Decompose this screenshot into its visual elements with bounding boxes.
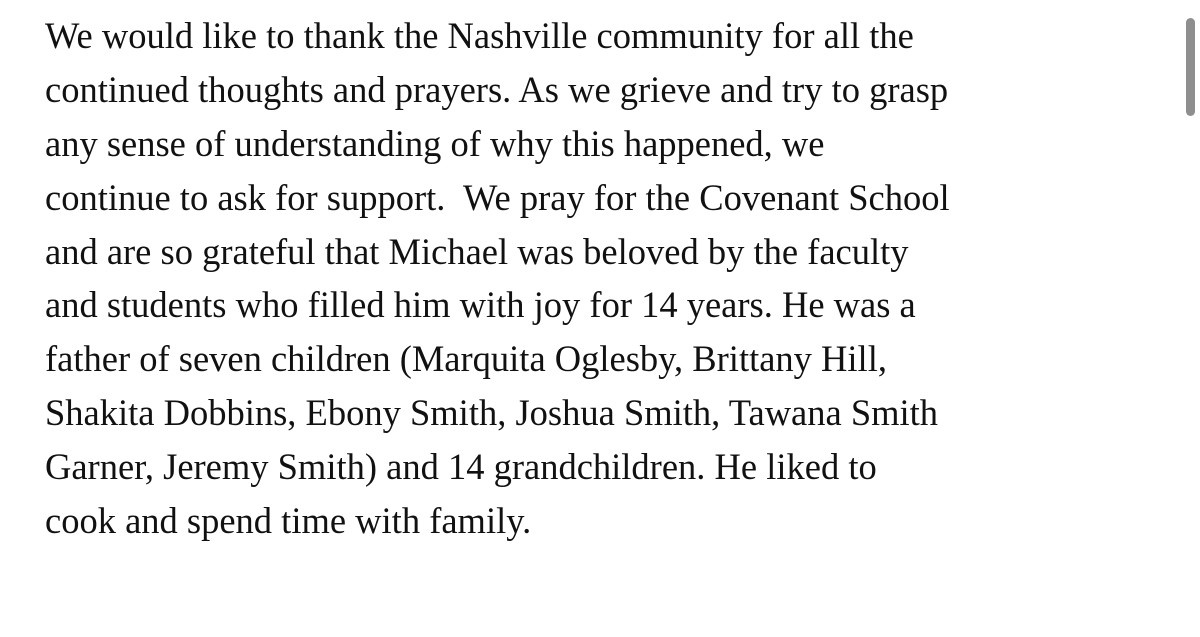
text-line: cook and spend time with family.	[45, 500, 532, 542]
vertical-scrollbar[interactable]	[1180, 0, 1200, 637]
statement-text	[45, 9, 950, 548]
text-line: Garner, Jeremy Smith) and 14 grandchildren. He liked to	[45, 446, 877, 488]
scrollbar-thumb[interactable]	[1186, 18, 1195, 116]
text-line: and students who filled him with joy for 14 years. He was a	[45, 284, 916, 326]
text-line: any sense of understanding of why this happened, we	[45, 122, 825, 164]
text-line: Shakita Dobbins, Ebony Smith, Joshua Smith, Tawana Smith	[45, 392, 939, 434]
text-line: and are so grateful that Michael was beloved by the faculty	[45, 230, 909, 272]
text-line: We would like to thank the Nashville community for all the	[45, 15, 914, 56]
text-line: continue to ask for support. We pray for the Covenant School	[45, 176, 950, 218]
text-line: continued thoughts and prayers. As we grieve and try to grasp	[45, 68, 949, 110]
text-line: father of seven children (Marquita Oglesby, Brittany Hill,	[45, 338, 887, 380]
